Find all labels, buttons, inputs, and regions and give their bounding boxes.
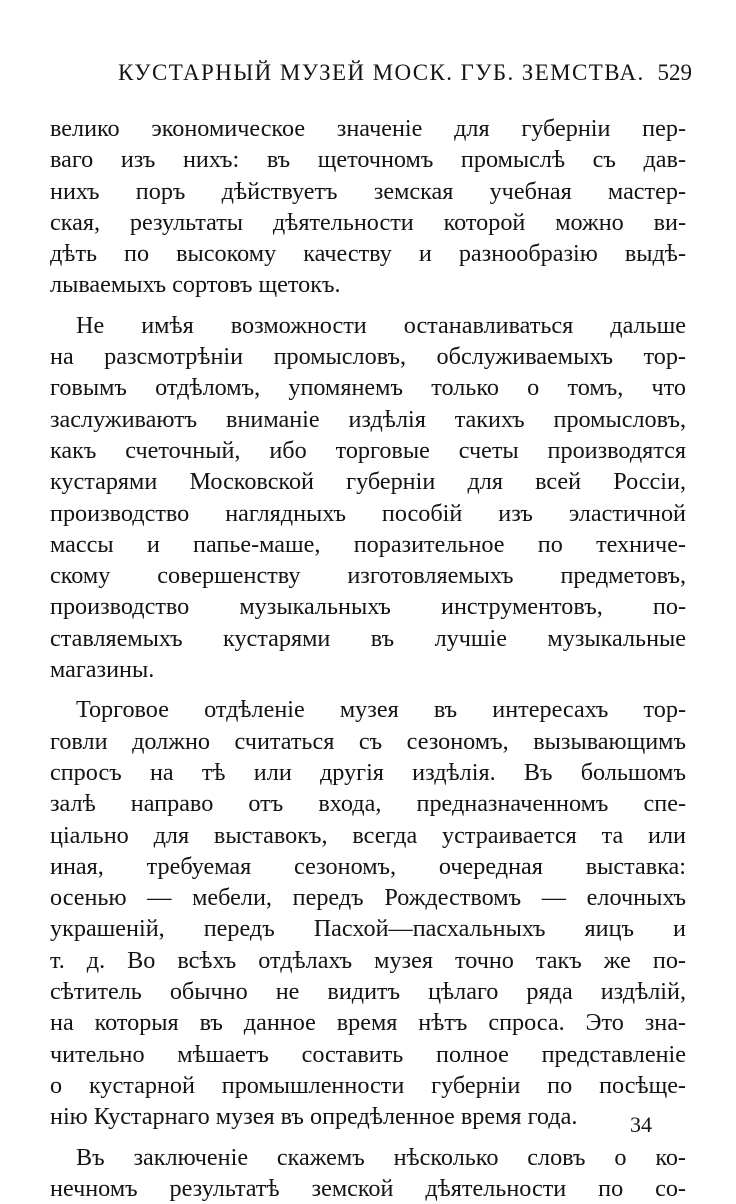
text-line: залѣ направо отъ входа, предназначенномъ спе- — [50, 788, 686, 819]
text-line: говли должно считаться съ сезономъ, вызывающимъ — [50, 726, 686, 757]
text-line: массы и папье-маше, поразительное по техниче- — [50, 529, 686, 560]
text-line: кустарями Московской губернiи для всей Россiи, — [50, 466, 686, 497]
text-line: производство наглядныхъ пособiй изъ эластичной — [50, 498, 686, 529]
text-line: скому совершенству изготовляемыхъ предметовъ, — [50, 560, 686, 591]
text-line: лываемыхъ сортовъ щетокъ. — [50, 269, 686, 300]
page-header — [118, 60, 692, 94]
text-line: ская, результаты дѣятельности которой можно ви- — [50, 207, 686, 238]
text-line: цiально для выставокъ, всегда устраивается та или — [50, 820, 686, 851]
paragraph — [50, 694, 686, 1132]
text-line: нихъ поръ дѣйствуетъ земская учебная мастер- — [50, 176, 686, 207]
text-line: чительно мѣшаетъ составить полное представленiе — [50, 1039, 686, 1070]
page-number: 529 — [658, 60, 693, 86]
text-line: осенью — мебели, передъ Рождествомъ — елочныхъ — [50, 882, 686, 913]
text-line: производство музыкальныхъ инструментовъ, по- — [50, 591, 686, 622]
text-line: Въ заключенiе скажемъ нѣсколько словъ о ко- — [50, 1142, 686, 1173]
text-line: велико экономическое значенiе для губернiи пер- — [50, 113, 686, 144]
text-line: говымъ отдѣломъ, упомянемъ только о томъ, что — [50, 372, 686, 403]
text-line: Не имѣя возможности останавливаться дальше — [50, 310, 686, 341]
paragraph — [50, 310, 686, 686]
text-line: Торговое отдѣленiе музея въ интересахъ тор- — [50, 694, 686, 725]
paragraph — [50, 1142, 686, 1204]
text-line: т. д. Во всѣхъ отдѣлахъ музея точно такъ же по- — [50, 945, 686, 976]
paragraph — [50, 113, 686, 301]
text-line: нечномъ результатѣ земской дѣятельности по со- — [50, 1173, 686, 1204]
text-line: о кустарной промышленности губернiи по посѣще- — [50, 1070, 686, 1101]
text-line: какъ счеточный, ибо торговые счеты производятся — [50, 435, 686, 466]
running-title: КУСТАРНЫЙ МУЗЕЙ МОСК. ГУБ. ЗЕМСТВА. — [118, 60, 645, 86]
text-line: сѣтитель обычно не видитъ цѣлаго ряда издѣлiй, — [50, 976, 686, 1007]
text-line: заслуживаютъ вниманiе издѣлiя такихъ промысловъ, — [50, 404, 686, 435]
text-line: украшенiй, передъ Пасхой—пасхальныхъ яицъ и — [50, 913, 686, 944]
text-line: спросъ на тѣ или другiя издѣлiя. Въ большомъ — [50, 757, 686, 788]
text-line: ваго изъ нихъ: въ щеточномъ промыслѣ съ дав- — [50, 144, 686, 175]
text-line: на которыя въ данное время нѣтъ спроса. Это зна- — [50, 1007, 686, 1038]
signature-mark: 34 — [630, 1112, 652, 1138]
text-line: ставляемыхъ кустарями въ лучшiе музыкальные — [50, 623, 686, 654]
text-line: дѣть по высокому качеству и разнообразiю выдѣ- — [50, 238, 686, 269]
body-text — [50, 113, 686, 1204]
text-line: иная, требуемая сезономъ, очередная выставка: — [50, 851, 686, 882]
text-line: магазины. — [50, 654, 686, 685]
text-line: на разсмотрѣнiи промысловъ, обслуживаемыхъ тор- — [50, 341, 686, 372]
text-line: нiю Кустарнаго музея въ опредѣленное время года. — [50, 1101, 686, 1132]
